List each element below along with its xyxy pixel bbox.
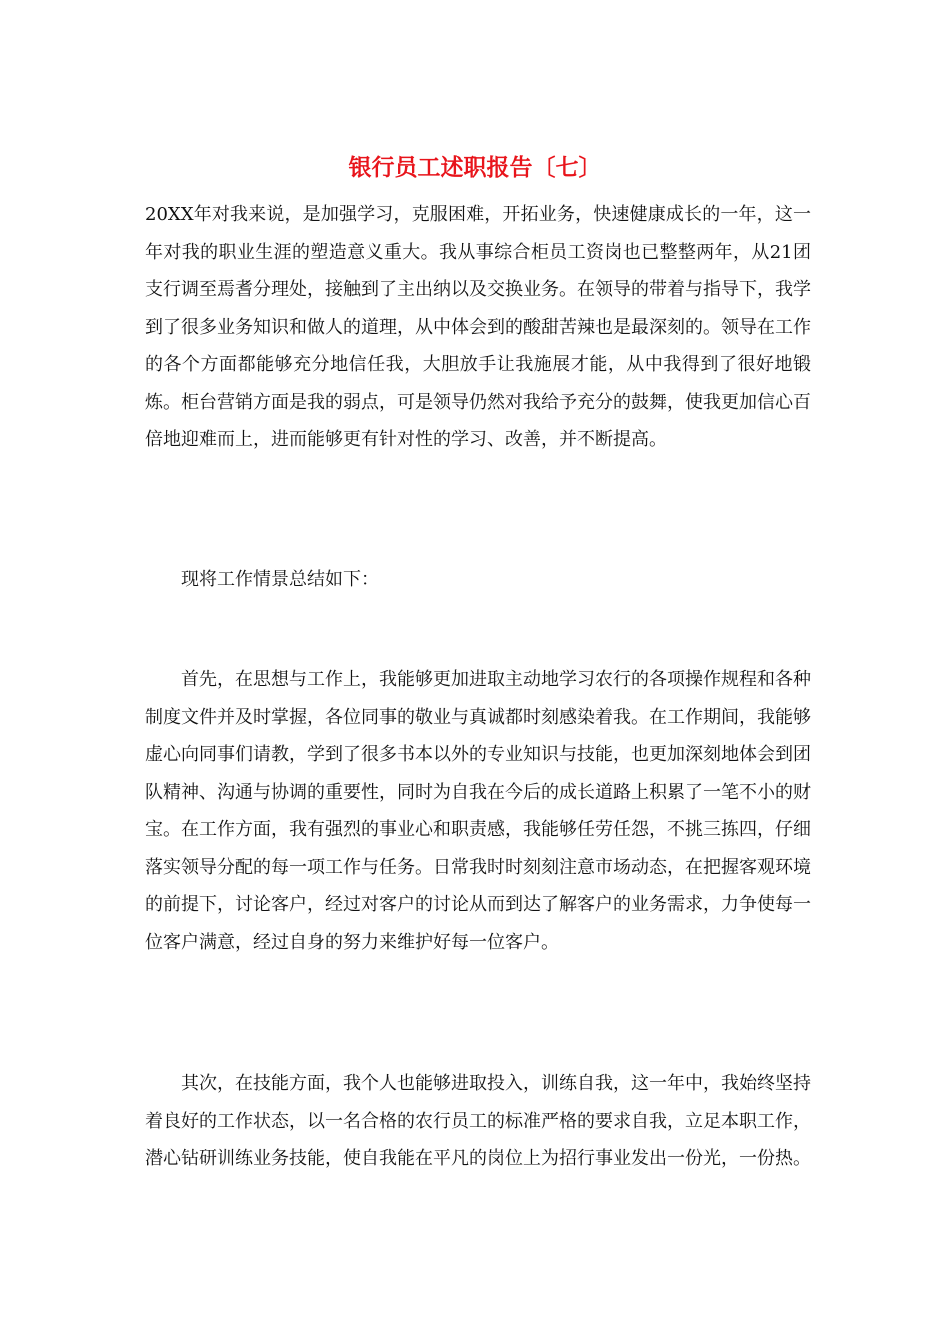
paragraph-second-point: 其次，在技能方面，我个人也能够进取投入，训练自我，这一年中，我始终坚持着良好的工作状态，以一名合格的农行员工的标准严格的要求自我，立足本职工作，潜心钻研训练业务技能，使自我能在平凡的岗位上为招行事业发出一份光，一份热。 [145,1073,811,1169]
paragraph-intro: 20XX年对我来说，是加强学习，克服困难，开拓业务，快速健康成长的一年，这一年对我的职业生涯的塑造意义重大。我从事综合柜员工资岗也已整整两年，从21团支行调至焉耆分理处，接触到了主出纳以及交换业务。在领导的带着与指导下，我学到了很多业务知识和做人的道理，从中体会到的酸甜苦辣也是最深刻的。领导在工作的各个方面都能够充分地信任我，大胆放手让我施展才能，从中我得到了很好地锻炼。柜台营销方面是我的弱点，可是领导仍然对我给予充分的鼓舞，使我更加信心百倍地迎难而上，进而能够更有针对性的学习、改善，并不断提高。 [145,204,811,450]
document-title: 银行员工述职报告〔七〕 [348,154,602,181]
paragraph-summary-lead: 现将工作情景总结如下： [181,569,379,590]
paragraph-first-point: 首先，在思想与工作上，我能够更加进取主动地学习农行的各项操作规程和各种制度文件并及时掌握，各位同事的敬业与真诚都时刻感染着我。在工作期间，我能够虚心向同事们请教，学到了很多书本以外的专业知识与技能，也更加深刻地体会到团队精神、沟通与协调的重要性，同时为自我在今后的成长道路上积累了一笔不小的财宝。在工作方面，我有强烈的事业心和职责感，我能够任劳任怨，不挑三拣四，仔细落实领导分配的每一项工作与任务。日常我时时刻刻注意市场动态，在把握客观环境的前提下，讨论客户，经过对客户的讨论从而到达了解客户的业务需求，力争使每一位客户满意，经过自身的努力来维护好每一位客户。 [145,669,811,953]
